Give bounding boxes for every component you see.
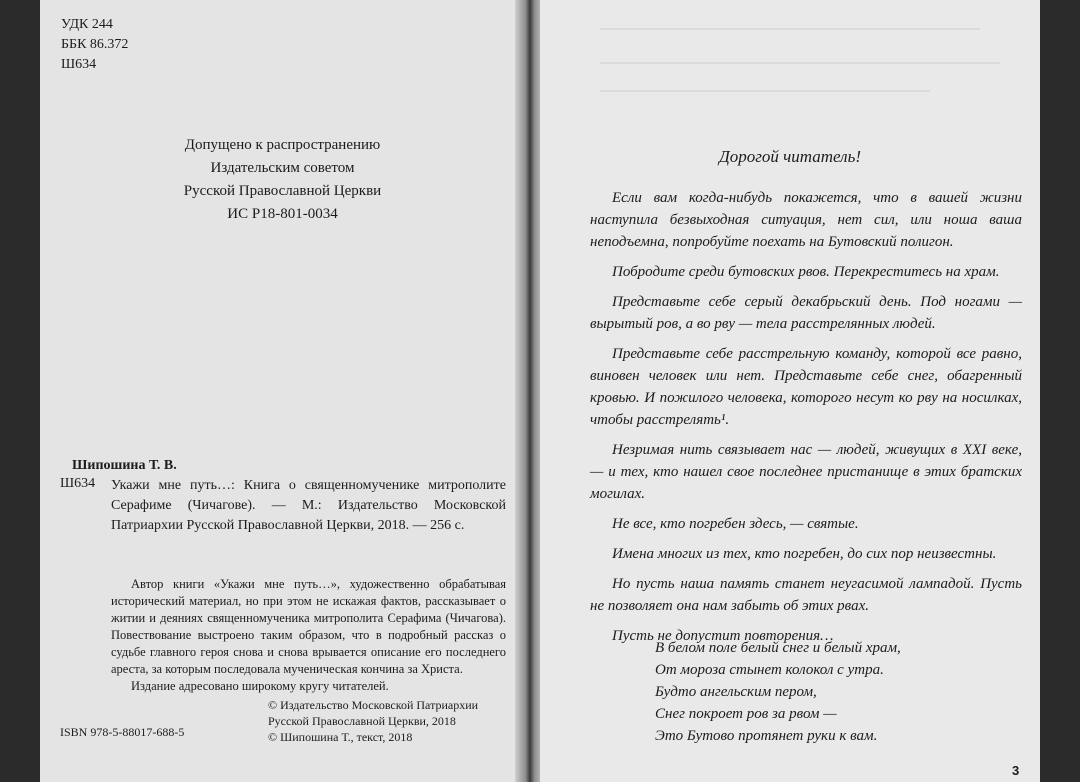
paragraph: Но пусть наша память станет неугасимой лампадой. Пусть не позволяет она нам забыть об этих рвах. (590, 576, 1022, 614)
classification-mark: Ш634 (60, 476, 96, 491)
paragraph: Побродите среди бутовских рвов. Перекреститесь на храм. (612, 264, 1000, 280)
right-page (540, 0, 1040, 782)
annotation-text: Автор книги «Укажи мне путь…», художественно обрабатывая исторический материал, но при этом не искажая фактов, рассказывает о житии и деяниях священномученика митрополита Серафима (Чичагова). Повествование выстроено таким образом, что в подробный рассказ о судьбе главного героя снова и снова врывается описание его последнего ареста, за которым последовала мученическая кончина за Христа. (111, 577, 506, 676)
approval-number: ИС Р18-801-0034 (227, 206, 338, 222)
paragraph: Незримая нить связывает нас — людей, живущих в XXI веке, — и тех, кто нашел свое последнее пристанище в этих братских могилах. (590, 442, 1022, 502)
poem-line: Будто ангельским пером, (655, 684, 817, 700)
paragraph: Пусть не допустит повторения… (612, 628, 834, 644)
copyright-block: © Издательство Московской Патриархии Русской Православной Церкви, 2018 © Шипошина Т., текст, 2018 (268, 698, 479, 744)
paragraph: Не все, кто погребен здесь, — святые. (612, 516, 859, 532)
paragraph: Представьте себе серый декабрьский день. Под ногами — вырытый ров, а во рву — тела расстрелянных людей. (590, 294, 1022, 332)
letter-body (590, 187, 1022, 655)
paragraph: Представьте себе расстрельную команду, которой все равно, виновен человек или нет. Представьте себе снег, обагренный кровью. И пожилого человека, которого несут ко рву на носилках, чтобы расстрелять¹. (590, 346, 1022, 428)
isbn: ISBN 978-5-88017-688-5 (60, 725, 185, 739)
left-page (40, 0, 525, 782)
poem-line: В белом поле белый снег и белый храм, (655, 640, 901, 656)
author-heading: Шипошина Т. В. (72, 458, 177, 473)
approval-notice: Допущено к распространению Издательским советом Русской Православной Церкви ИС Р18-801-0034 (40, 134, 525, 226)
poem (655, 637, 901, 747)
bbk-code: ББК 86.372 (61, 37, 129, 52)
poem-line: Снег покроет ров за рвом — (655, 706, 837, 722)
page-number: 3 (1012, 763, 1020, 778)
classification-codes (61, 15, 128, 75)
poem-line: От мороза стынет колокол с утра. (655, 662, 884, 678)
annotation (111, 576, 506, 695)
udc-code: УДК 244 (61, 17, 113, 32)
paragraph: Если вам когда-нибудь покажется, что в вашей жизни наступила безвыходная ситуация, нет сил, или ноша ваша неподъемна, попробуйте поехать на Бутовский полигон. (590, 190, 1022, 250)
paragraph: Имена многих из тех, кто погребен, до сих пор неизвестны. (612, 546, 997, 562)
bibliographic-description: Укажи мне путь…: Книга о священномученике митрополите Серафиме (Чичагове). — М.: Издательство Московской Патриархии Русской Православной Церкви, 2018. — 256 с. (111, 478, 506, 533)
poem-line: Это Бутово протянет руки к вам. (655, 728, 878, 744)
letter-heading: Дорогой читатель! (718, 147, 861, 166)
audience-note: Издание адресовано широкому кругу читателей. (131, 679, 389, 693)
author-mark: Ш634 (61, 57, 97, 72)
